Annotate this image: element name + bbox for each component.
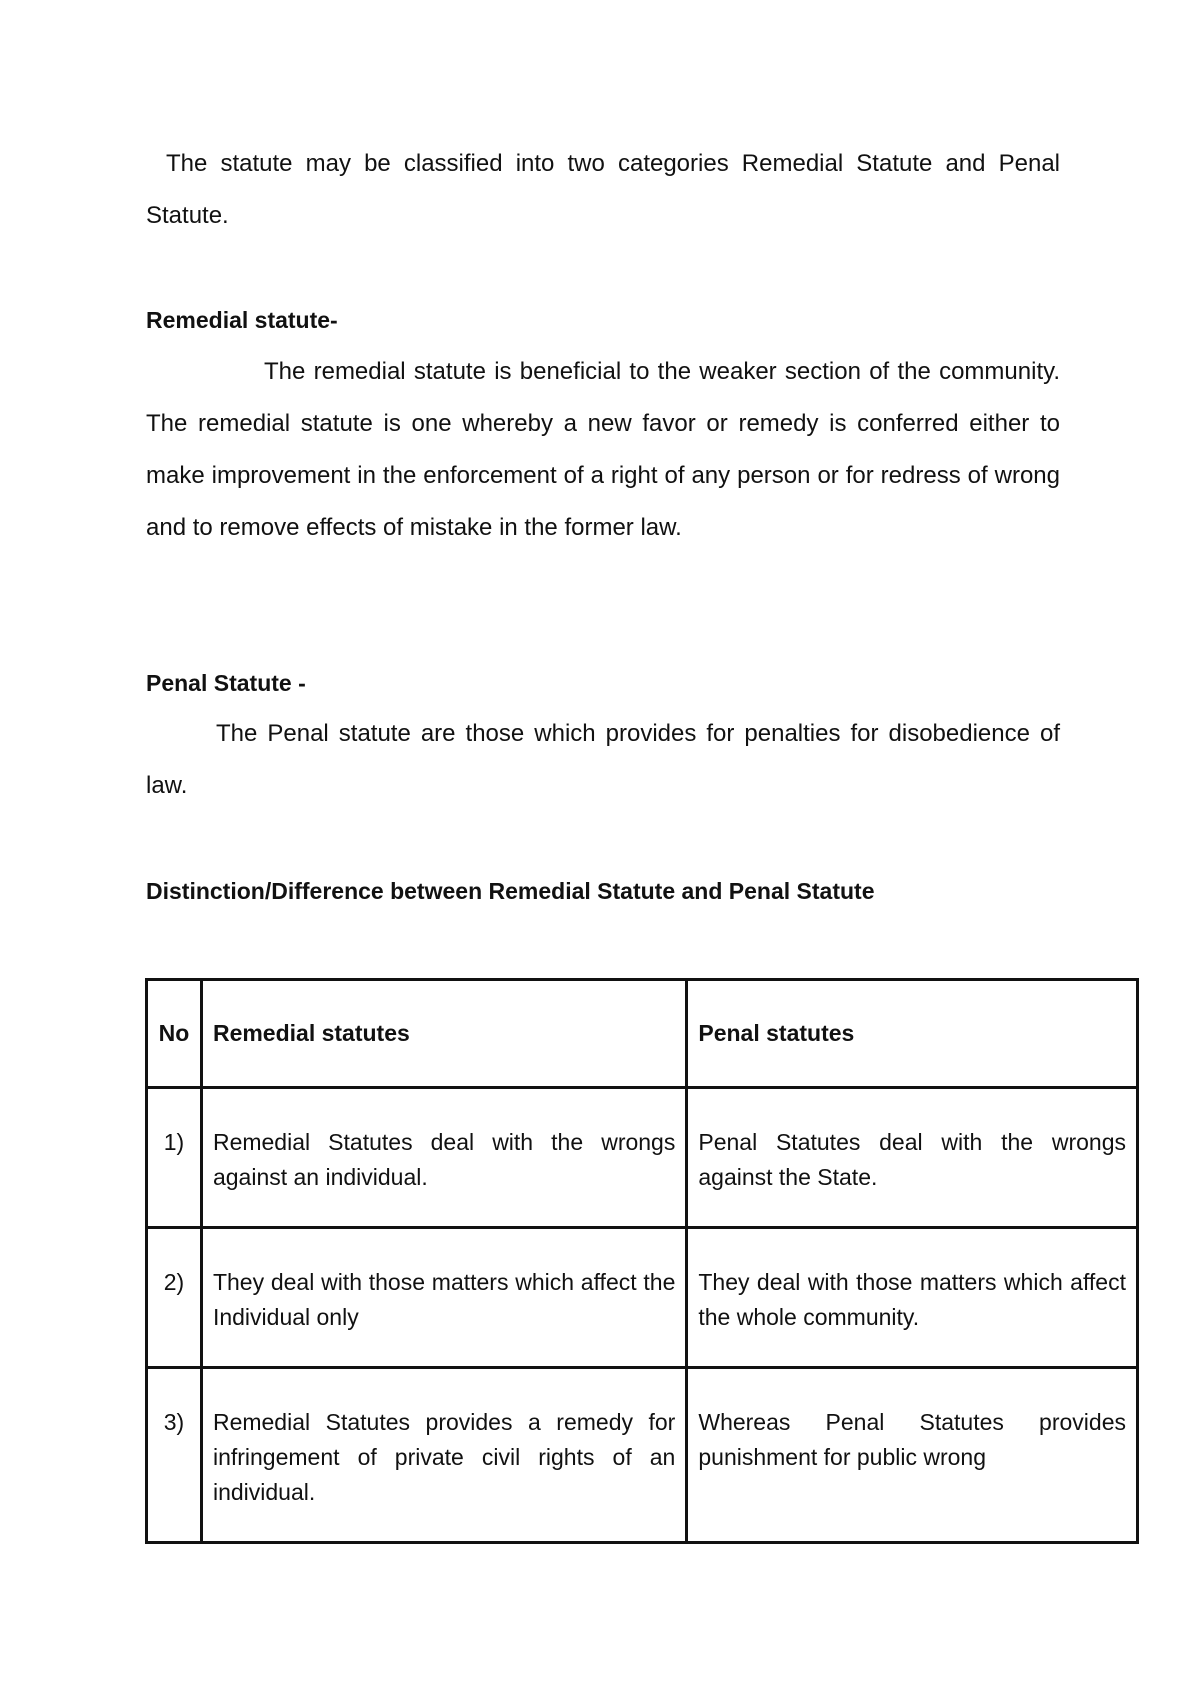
remedial-statute-paragraph: The remedial statute is beneficial to the weaker section of the community. The remedial statute is one whereby a new favor or remedy is conferred either to make improvement in the enforcement of a right of any person or for redress of wrong and to remove effects of mistake in the former law.: [146, 358, 1060, 541]
table-header-row: [147, 980, 1138, 1088]
row-number: 1): [147, 1088, 202, 1228]
penal-statute-paragraph: The Penal statute are those which provides for penalties for disobedience of law.: [146, 720, 1060, 799]
table-row: [147, 1088, 1138, 1228]
remedial-statute-heading: Remedial statute-: [146, 307, 338, 333]
remedial-cell: They deal with those matters which affect the Individual only: [201, 1228, 686, 1368]
table-row: [147, 1228, 1138, 1368]
header-penal: Penal statutes: [687, 980, 1138, 1088]
row-number: 3): [147, 1368, 202, 1543]
remedial-cell: Remedial Statutes deal with the wrongs against an individual.: [201, 1088, 686, 1228]
remedial-cell: Remedial Statutes provides a remedy for infringement of private civil rights of an individual.: [201, 1368, 686, 1543]
intro-paragraph: The statute may be classified into two categories Remedial Statute and Penal Statute.: [146, 150, 1060, 229]
header-remedial: Remedial statutes: [201, 980, 686, 1088]
table-row: [147, 1368, 1138, 1543]
penal-statute-heading: Penal Statute -: [146, 670, 306, 696]
row-number: 2): [147, 1228, 202, 1368]
distinction-heading: Distinction/Difference between Remedial Statute and Penal Statute: [146, 878, 875, 904]
penal-cell: Whereas Penal Statutes provides punishment for public wrong: [687, 1368, 1138, 1543]
comparison-table: [145, 978, 1139, 1544]
penal-cell: They deal with those matters which affect the whole community.: [687, 1228, 1138, 1368]
header-no: No: [147, 980, 202, 1088]
penal-cell: Penal Statutes deal with the wrongs against the State.: [687, 1088, 1138, 1228]
